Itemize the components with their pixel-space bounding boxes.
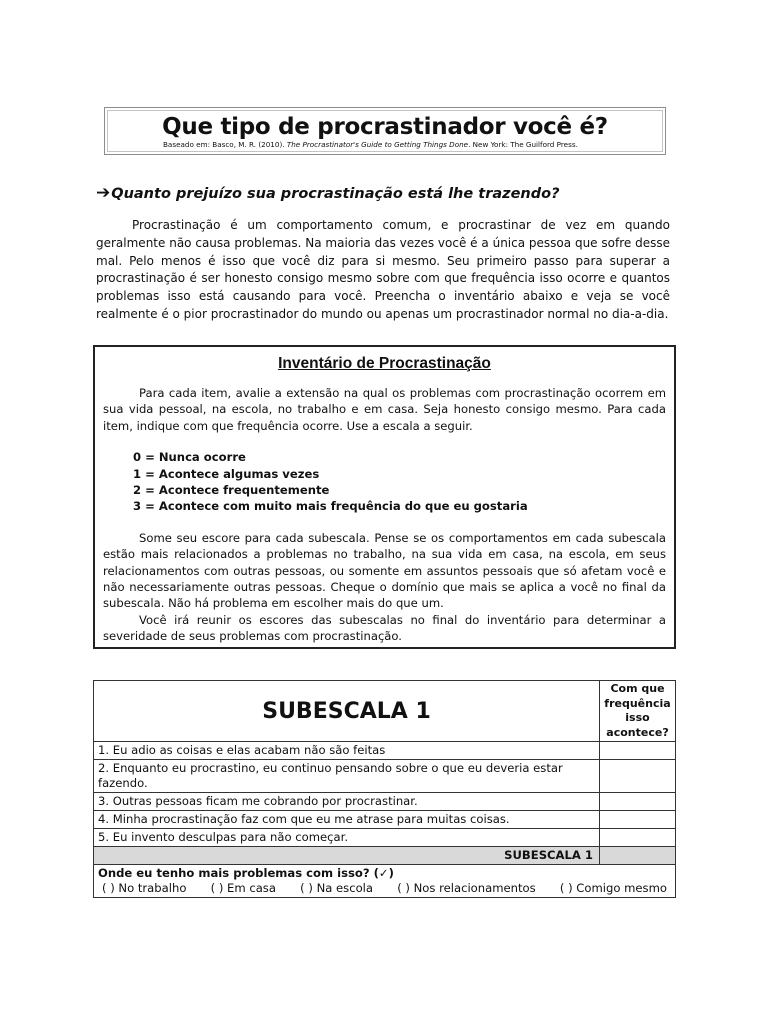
rating-scale <box>103 449 666 515</box>
frequency-header: Com que frequência isso acontece? <box>600 681 676 742</box>
subscale-table <box>93 680 676 898</box>
scale-item: 3 = Acontece com muito mais frequência do que eu gostaria <box>133 499 528 514</box>
table-row <box>94 760 676 793</box>
frequency-input-cell[interactable] <box>600 829 676 847</box>
intro-paragraph: Procrastinação é um comportamento comum, e procrastinar de vez em quando geralmente não causa problemas. Na maioria das vezes você é a única pessoa que sofre desse mal. Pelo menos é isso que você diz para si mesmo. Seu primeiro passo para superar a procrastinação é ser honesto consigo mesmo sobre com que frequência isso ocorre e quantos problemas isso está causando para você. Preencha o inventário abaixo e veja se você realmente é o pior procrastinador do mundo ou apenas um procrastinador normal no dia-a-dia. <box>96 218 670 321</box>
citation-prefix: Baseado em: Basco, M. R. (2010). <box>163 140 287 149</box>
frequency-input-cell[interactable] <box>600 793 676 811</box>
citation-publisher: . New York: The Guilford Press. <box>468 140 578 149</box>
subscale-total-label: SUBESCALA 1 <box>94 847 600 865</box>
citation-book-title: The Procrastinator's Guide to Getting Things Done <box>286 140 469 149</box>
table-row <box>94 742 676 760</box>
scale-item: 0 = Nunca ocorre <box>133 450 246 465</box>
inventory-title: Inventário de Procrastinação <box>278 355 491 372</box>
frequency-input-cell[interactable] <box>600 742 676 760</box>
inventory-instructions: Para cada item, avalie a extensão na qual os problemas com procrastinação ocorrem em sua vida pessoal, na escola, no trabalho e em casa. Seja honesto consigo mesmo. Para cada item, indique com que frequência ocorre. Use a escala a seguir. <box>103 386 666 433</box>
subscale-title: SUBESCALA 1 <box>94 681 600 742</box>
item-text: 4. Minha procrastinação faz com que eu me atrase para muitas coisas. <box>94 811 600 829</box>
option-school-checkbox[interactable]: ( ) Na escola <box>300 881 374 895</box>
option-home-checkbox[interactable]: ( ) Em casa <box>210 881 276 895</box>
page-title: Que tipo de procrastinador você é? <box>162 114 608 140</box>
table-row <box>94 793 676 811</box>
table-row <box>94 811 676 829</box>
item-text: 1. Eu adio as coisas e elas acabam não são feitas <box>94 742 600 760</box>
frequency-input-cell[interactable] <box>600 811 676 829</box>
domain-cell <box>94 865 676 898</box>
inventory-final-text: Você irá reunir os escores das subescalas no final do inventário para determinar a severidade de seus problemas com procrastinação. <box>103 612 666 644</box>
scale-item: 1 = Acontece algumas vezes <box>133 466 320 481</box>
citation <box>163 140 578 149</box>
option-self-checkbox[interactable]: ( ) Comigo mesmo <box>559 881 667 895</box>
table-row <box>94 829 676 847</box>
title-box <box>104 107 666 155</box>
domain-options <box>98 881 671 896</box>
frequency-input-cell[interactable] <box>600 760 676 793</box>
total-row <box>94 847 676 865</box>
inventory-box <box>93 345 676 649</box>
item-text: 3. Outras pessoas ficam me cobrando por procrastinar. <box>94 793 600 811</box>
section-heading <box>96 183 559 203</box>
item-text: 2. Enquanto eu procrastino, eu continuo pensando sobre o que eu deveria estar fazendo. <box>94 760 600 793</box>
domain-question: Onde eu tenho mais problemas com isso? (✓) <box>98 866 394 880</box>
scale-item: 2 = Acontece frequentemente <box>133 483 330 498</box>
arrow-right-icon: ➔ <box>96 183 111 203</box>
inventory-scoring-text: Some seu escore para cada subescala. Pense se os comportamentos em cada subescala estão mais relacionados a problemas no trabalho, na sua vida em casa, na escola, em seus relacionamentos com outras pessoas, ou somente em assuntos pessoais que só afetam você e não necessariamente outras pessoas. Cheque o domínio que mais se aplica a você no final da subescala. Não há problema em escolher mais do que um. <box>103 530 666 611</box>
option-work-checkbox[interactable]: ( ) No trabalho <box>102 881 187 895</box>
item-text: 5. Eu invento desculpas para não começar. <box>94 829 600 847</box>
domain-row <box>94 865 676 898</box>
option-relationships-checkbox[interactable]: ( ) Nos relacionamentos <box>397 881 536 895</box>
section-heading-text: Quanto prejuízo sua procrastinação está lhe trazendo? <box>111 186 560 202</box>
subscale-total-cell[interactable] <box>600 847 676 865</box>
